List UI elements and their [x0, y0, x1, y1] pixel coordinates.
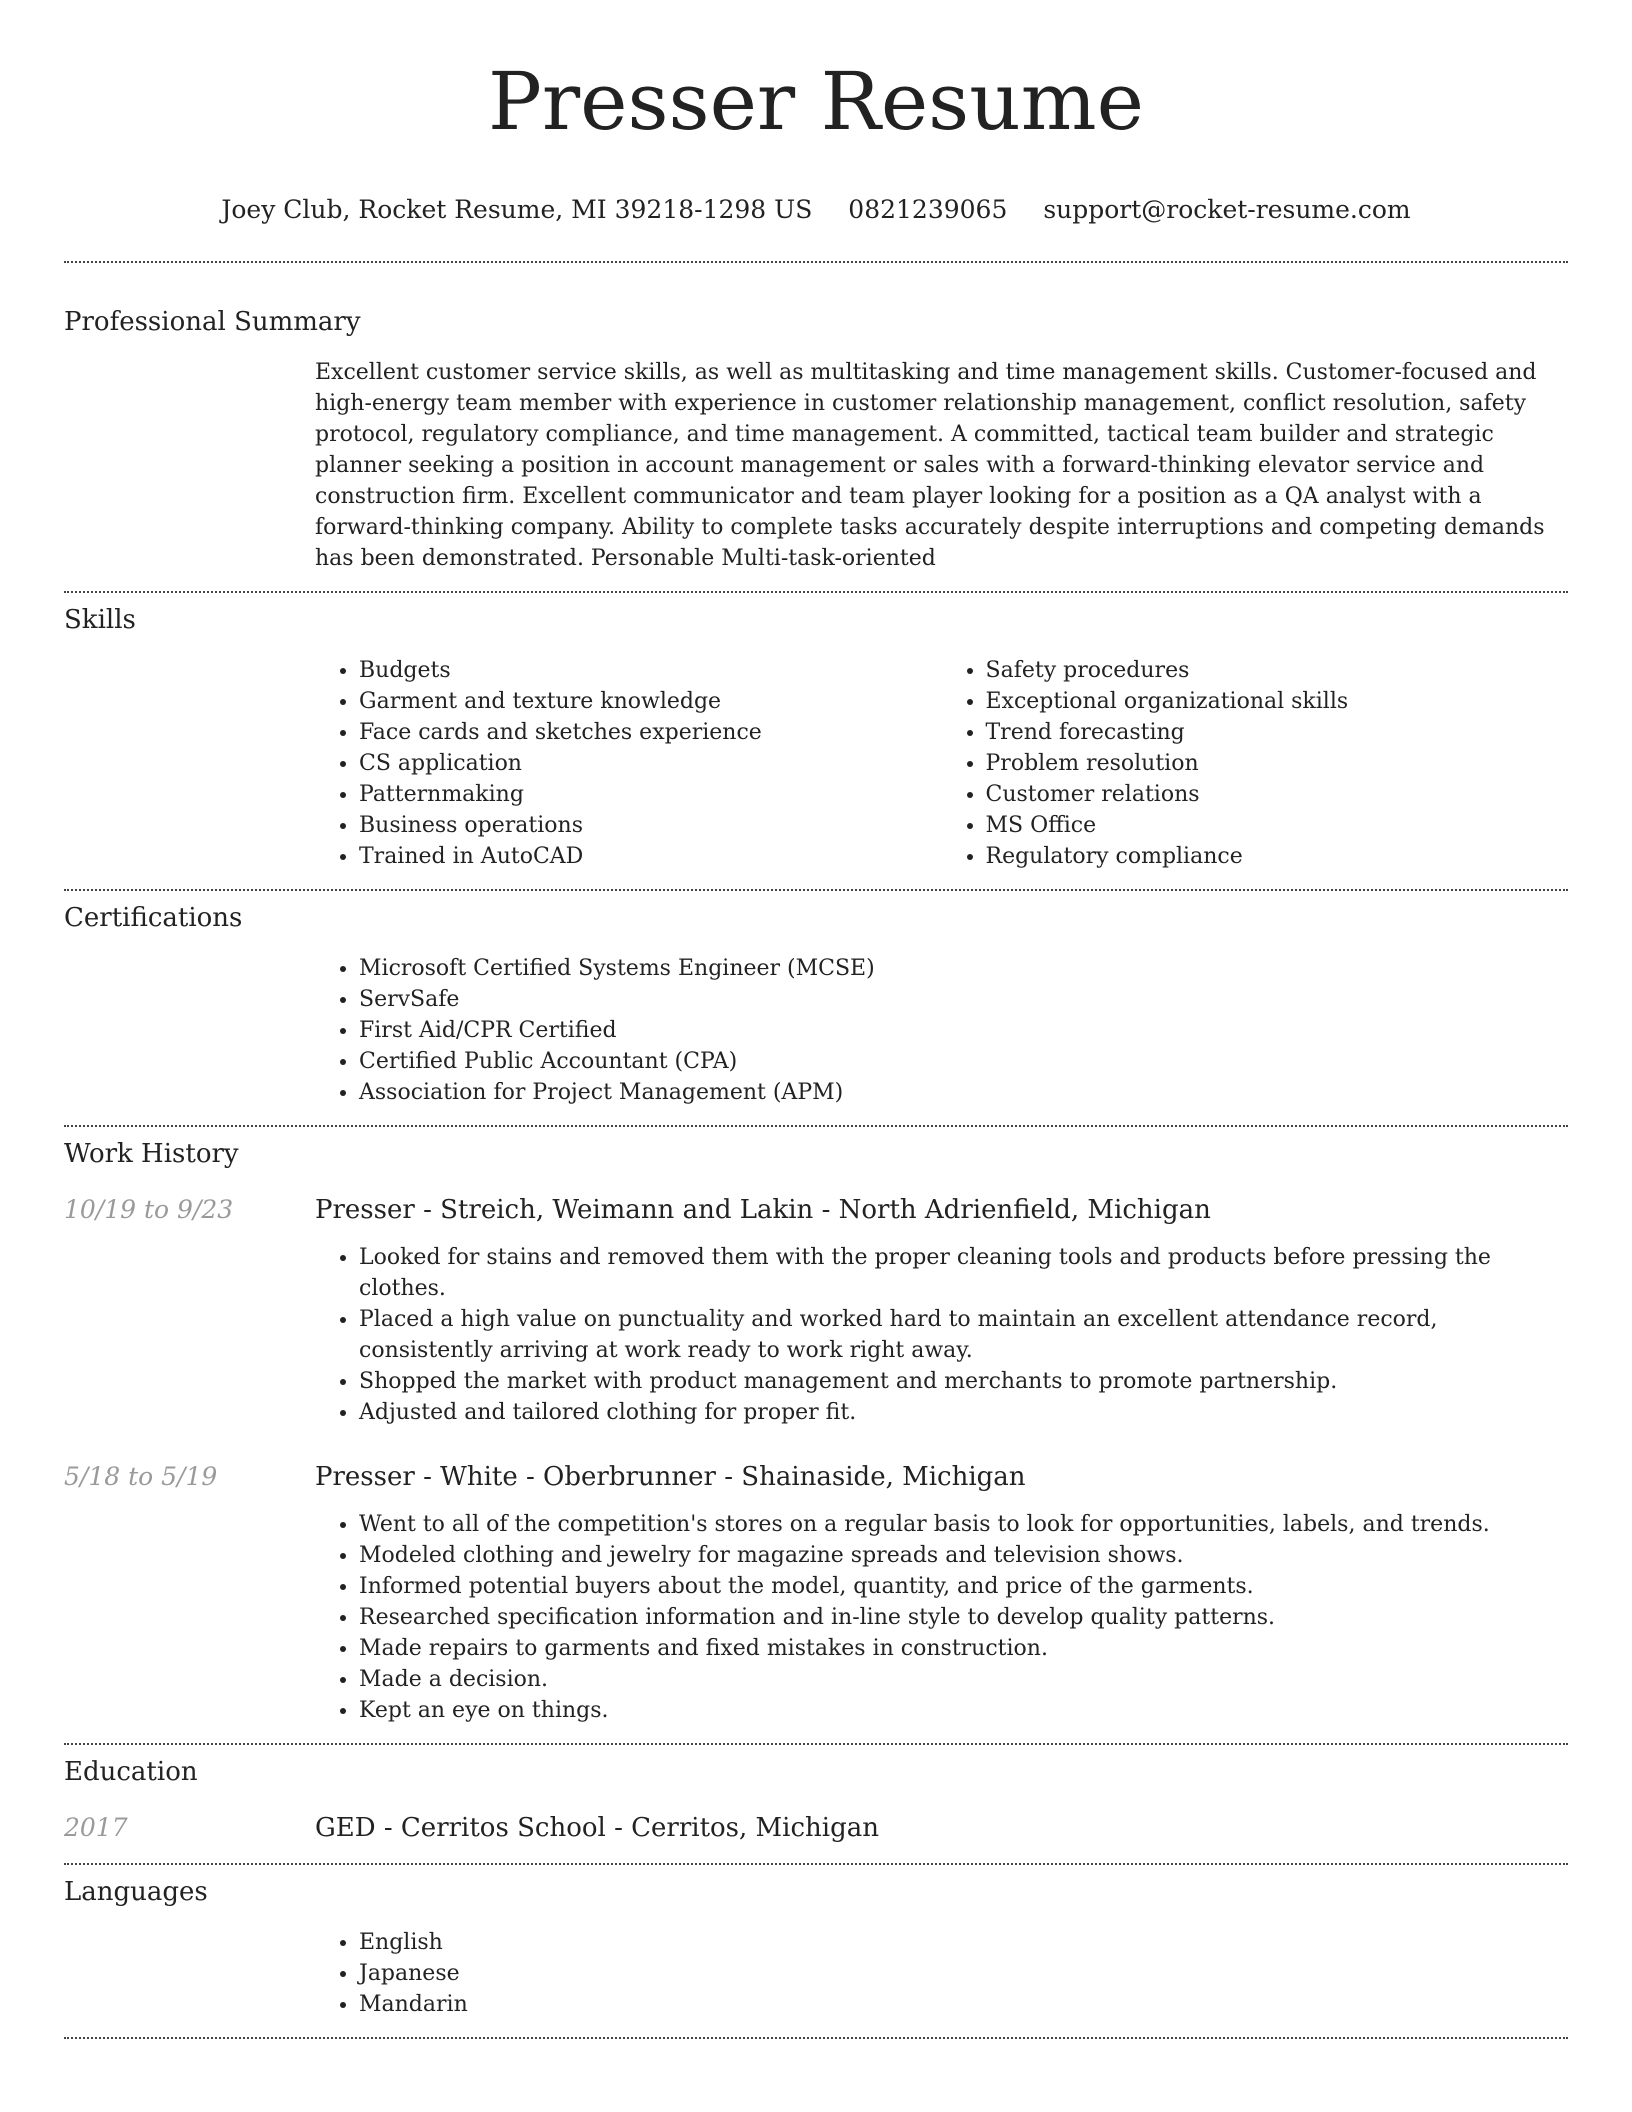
skills-section: [64, 593, 1568, 872]
education-entry: [64, 1811, 1568, 1845]
resume-title: Presser Resume: [488, 55, 1144, 148]
languages-list: [315, 1927, 1568, 2020]
list-item: • Patternmaking: [359, 779, 942, 810]
section-title-skills: Skills: [64, 605, 136, 635]
job-entry: [64, 1193, 1568, 1428]
job-entry: [64, 1460, 1568, 1726]
contact-address: Joey Club, Rocket Resume, MI 39218-1298 US: [221, 195, 813, 224]
list-item: • Regulatory compliance: [986, 841, 1569, 872]
work-history-section: [64, 1127, 1568, 1726]
section-title-certifications: Certifications: [64, 903, 243, 933]
list-item: • Exceptional organizational skills: [986, 686, 1569, 717]
list-item: • Trend forecasting: [986, 717, 1569, 748]
certifications-list: [315, 953, 1568, 1108]
job-header: [64, 1193, 1568, 1227]
list-item: • Garment and texture knowledge: [359, 686, 942, 717]
resume-page: [64, 0, 1568, 2039]
list-item: • English: [359, 1927, 1568, 1958]
list-item: • Business operations: [359, 810, 942, 841]
list-item: • Kept an eye on things.: [359, 1695, 1568, 1726]
list-item: • First Aid/CPR Certified: [359, 1015, 1568, 1046]
job-heading: Presser - White - Oberbrunner - Shainaside, Michigan: [315, 1462, 1026, 1492]
certifications-content: [315, 953, 1568, 1108]
section-title-education: Education: [64, 1757, 198, 1787]
list-item: • Japanese: [359, 1958, 1568, 1989]
education-heading: GED - Cerritos School - Cerritos, Michigan: [315, 1813, 880, 1843]
contact-email: support@rocket-resume.com: [1043, 195, 1411, 224]
list-item: • Certified Public Accountant (CPA): [359, 1046, 1568, 1077]
job-dates: 10/19 to 9/23: [64, 1195, 234, 1224]
contact-line: [64, 194, 1568, 226]
list-item: • ServSafe: [359, 984, 1568, 1015]
list-item: • Problem resolution: [986, 748, 1569, 779]
list-item: • Informed potential buyers about the model, quantity, and price of the garments.: [359, 1571, 1568, 1602]
education-year: 2017: [64, 1813, 128, 1842]
languages-section: [64, 1865, 1568, 2020]
job-dates: 5/18 to 5/19: [64, 1462, 218, 1491]
list-item: • Microsoft Certified Systems Engineer (MCSE): [359, 953, 1568, 984]
languages-content: [315, 1927, 1568, 2020]
list-item: • CS application: [359, 748, 942, 779]
list-item: • Researched specification information and in-line style to develop quality patterns.: [359, 1602, 1568, 1633]
list-item: • Made a decision.: [359, 1664, 1568, 1695]
list-item: • Adjusted and tailored clothing for proper fit.: [359, 1397, 1568, 1428]
list-item: • Made repairs to garments and fixed mistakes in construction.: [359, 1633, 1568, 1664]
section-title-languages: Languages: [64, 1877, 208, 1907]
list-item: • Budgets: [359, 655, 942, 686]
list-item: • Placed a high value on punctuality and worked hard to maintain an excellent attendance record, consistently arriving at work ready to work right away.: [359, 1304, 1568, 1366]
list-item: • Mandarin: [359, 1989, 1568, 2020]
skills-list-left: [315, 655, 942, 872]
list-item: • Shopped the market with product management and merchants to promote partnership.: [359, 1366, 1568, 1397]
list-item: • Went to all of the competition's stores on a regular basis to look for opportunities, labels, and trends.: [359, 1509, 1568, 1540]
list-item: • Customer relations: [986, 779, 1569, 810]
list-item: • Association for Project Management (APM): [359, 1077, 1568, 1108]
section-title-work-history: Work History: [64, 1139, 239, 1169]
job-bullets: [315, 1242, 1568, 1428]
summary-section: [64, 263, 1568, 574]
certifications-section: [64, 891, 1568, 1108]
education-section: [64, 1745, 1568, 1845]
contact-phone: 0821239065: [848, 195, 1008, 224]
job-heading: Presser - Streich, Weimann and Lakin - North Adrienfield, Michigan: [315, 1195, 1211, 1225]
job-details: [315, 1242, 1568, 1428]
job-header: [64, 1460, 1568, 1494]
job-bullets: [315, 1509, 1568, 1726]
section-title-summary: Professional Summary: [64, 307, 361, 337]
summary-text: Excellent customer service skills, as well as multitasking and time management skills. Customer-focused and high-energy team member with experience in customer relationship management, conflict resolution, safety protocol, regulatory compliance, and time management. A committed, tactical team builder and strategic planner seeking a position in account management or sales with a forward-thinking elevator service and construction firm. Excellent communicator and team player looking for a position as a QA analyst with a forward-thinking company. Ability to complete tasks accurately despite interruptions and competing demands has been demonstrated. Personable Multi-task-oriented: [315, 360, 1545, 571]
job-details: [315, 1509, 1568, 1726]
list-item: • Looked for stains and removed them with the proper cleaning tools and products before pressing the clothes.: [359, 1242, 1568, 1304]
list-item: • Safety procedures: [986, 655, 1569, 686]
list-item: • Modeled clothing and jewelry for magazine spreads and television shows.: [359, 1540, 1568, 1571]
summary-content: [315, 357, 1568, 574]
list-item: • MS Office: [986, 810, 1569, 841]
skills-list-right: [942, 655, 1569, 872]
list-item: • Trained in AutoCAD: [359, 841, 942, 872]
skills-columns: [315, 655, 1568, 872]
list-item: • Face cards and sketches experience: [359, 717, 942, 748]
divider: [64, 2037, 1568, 2039]
